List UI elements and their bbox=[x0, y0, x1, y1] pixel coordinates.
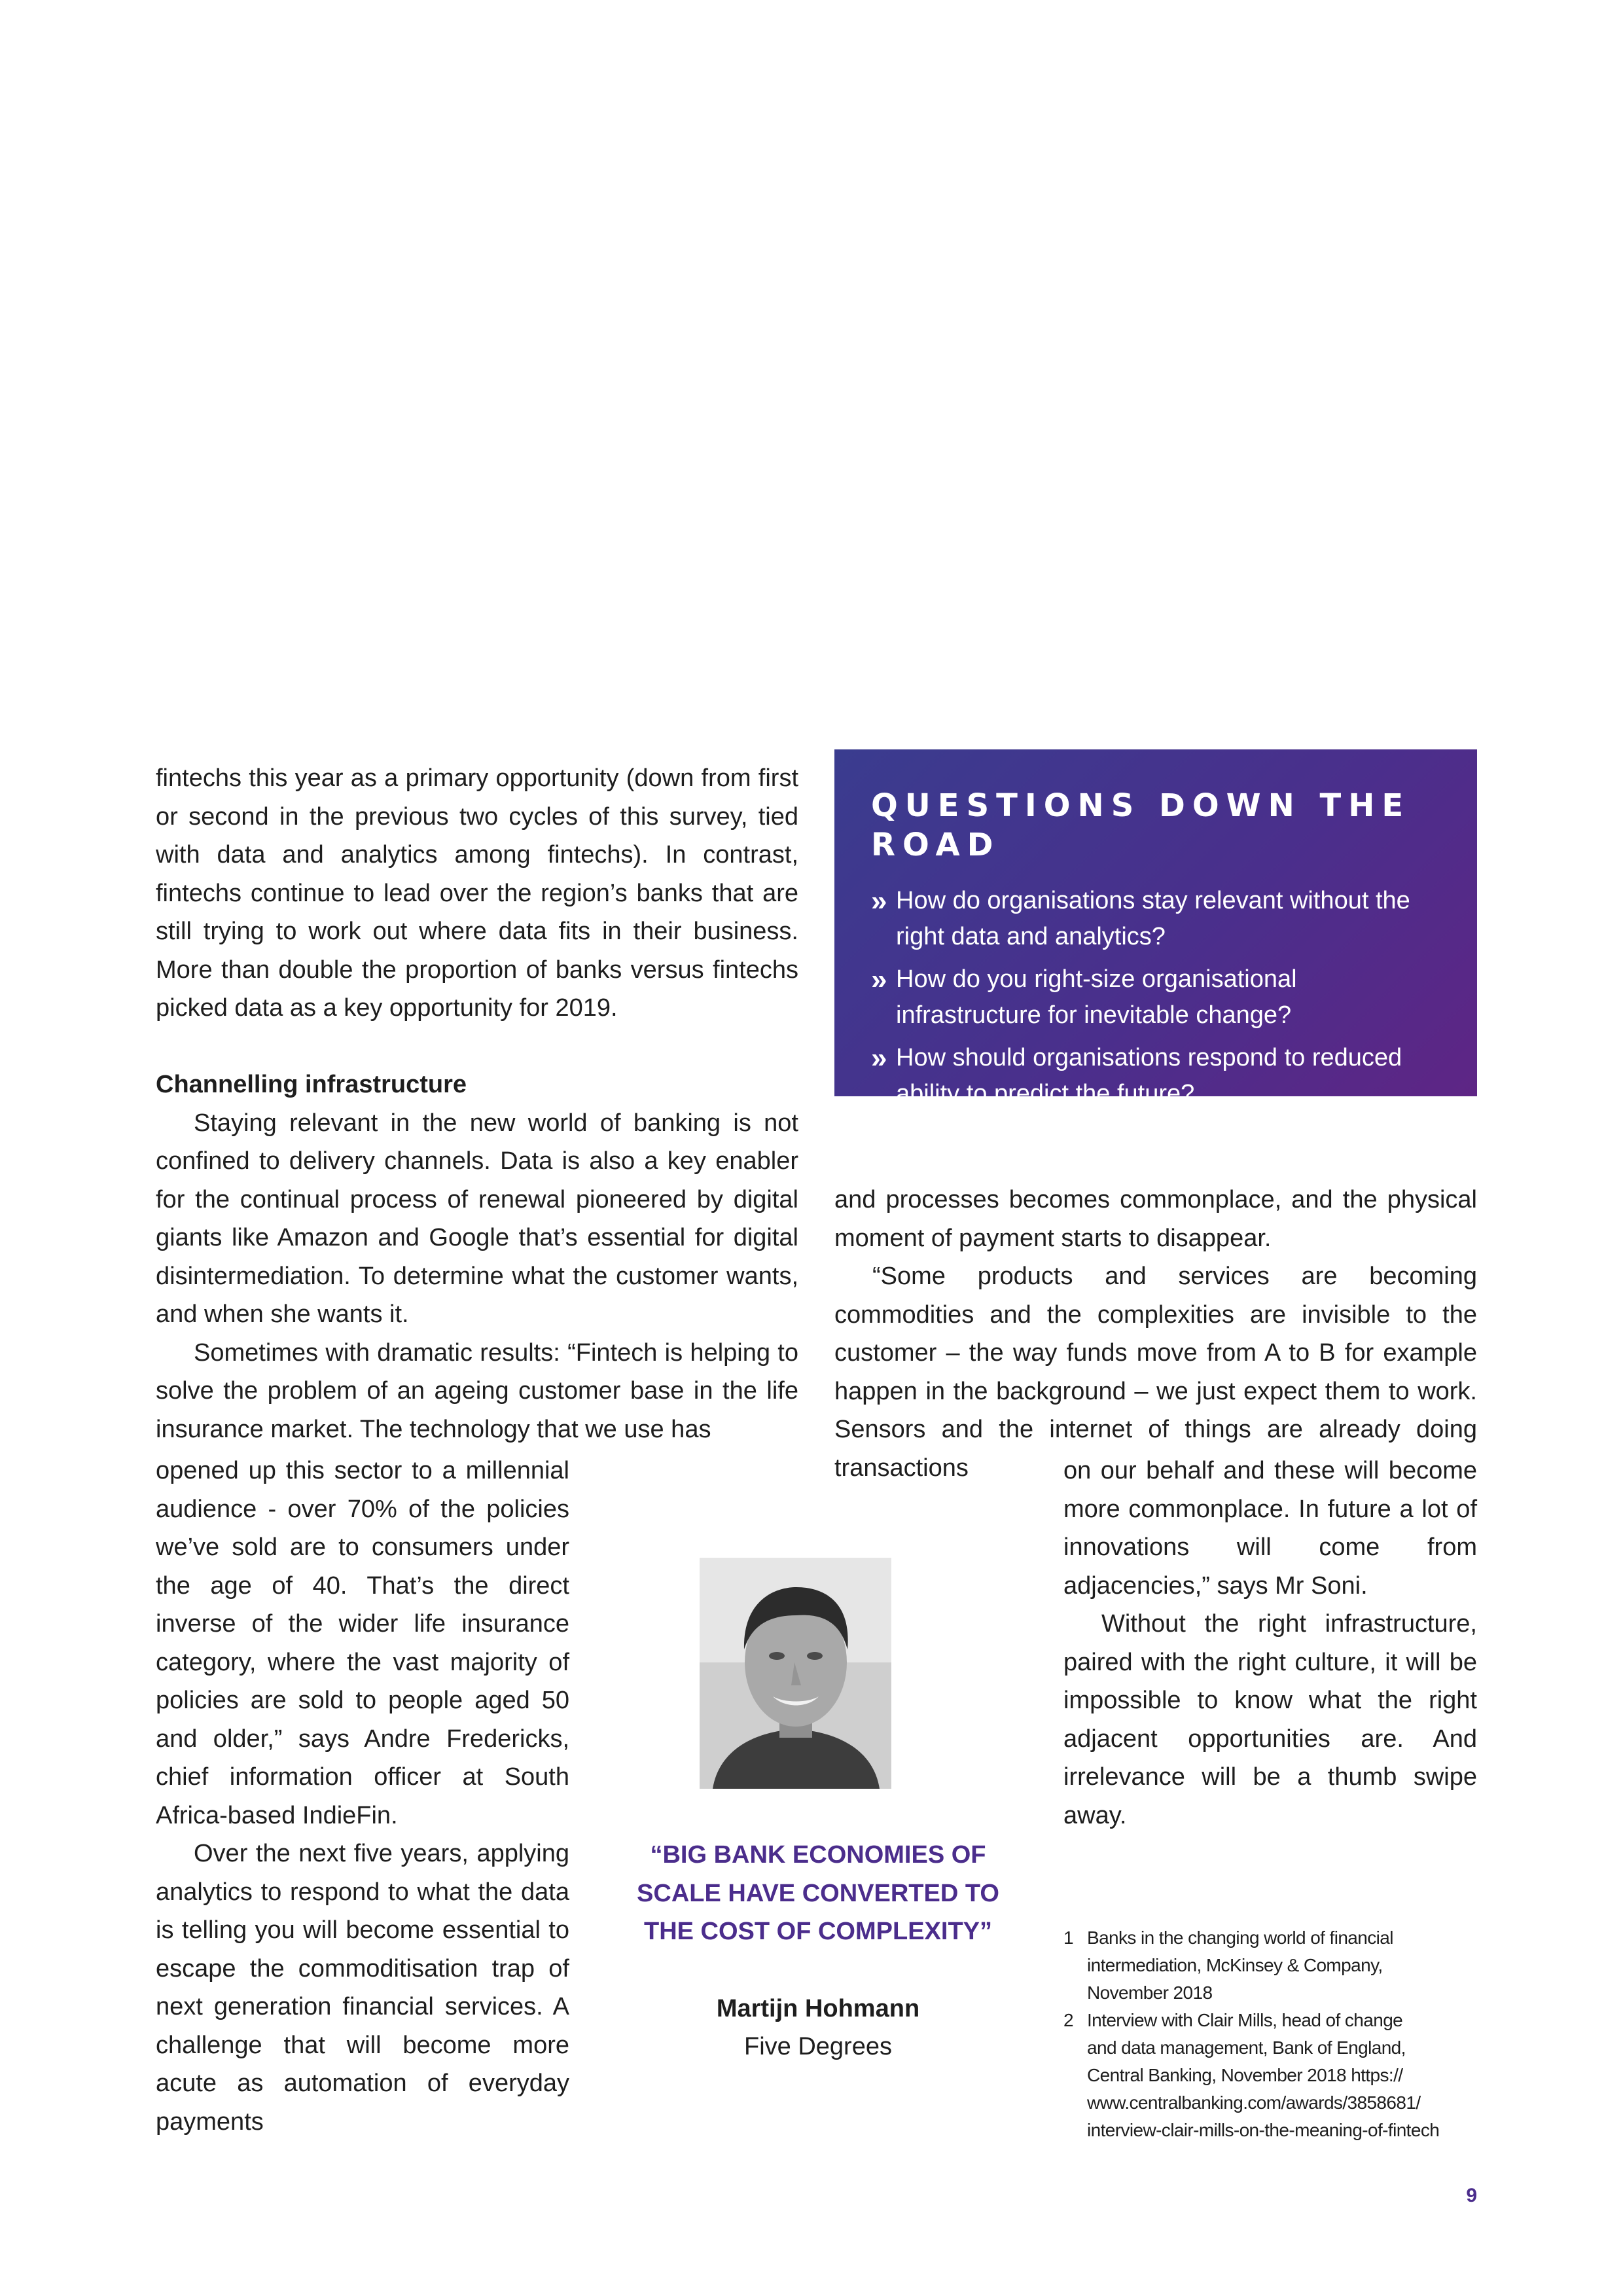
footnote-line: November 2018 bbox=[1087, 1982, 1213, 2003]
page-number: 9 bbox=[1466, 2185, 1477, 2206]
question-text: How do you right-size organisational infrastructure for inevitable change? bbox=[896, 965, 1297, 1029]
footnote-line: Interview with Clair Mills, head of change bbox=[1087, 2010, 1403, 2030]
footnote-line: interview-clair-mills-on-the-meaning-of-fintech bbox=[1087, 2120, 1440, 2140]
question-text: How should organisations respond to reduced ability to predict the future? bbox=[896, 1044, 1402, 1107]
question-item bbox=[871, 961, 1440, 1033]
questions-box-title: QUESTIONS DOWN THE ROAD bbox=[871, 787, 1411, 863]
portrait-photo bbox=[700, 1558, 891, 1789]
questions-list bbox=[871, 883, 1440, 1112]
footnote-number: 1 bbox=[1063, 1928, 1073, 1948]
body-paragraph: “Some products and services are becoming commodities and the complexities are invisible to the customer – the way funds move from A to B for example happen in the background – we just expect them to work. Sensors and the internet of things are already doing transactions bbox=[834, 1263, 1477, 1482]
chevron-bullet-icon: » bbox=[871, 885, 887, 917]
chevron-bullet-icon: » bbox=[871, 963, 887, 996]
footnote-line: Banks in the changing world of financial bbox=[1087, 1928, 1393, 1948]
body-paragraph: on our behalf and these will become more commonplace. In future a lot of innovations will come from adjacencies,” says Mr Soni. bbox=[1063, 1457, 1477, 1600]
pull-quote-organisation: Five Degrees bbox=[744, 2033, 892, 2060]
question-item bbox=[871, 883, 1440, 955]
chevron-bullet-icon: » bbox=[871, 1042, 887, 1074]
footnote bbox=[1063, 1924, 1482, 2007]
footnote-line: and data management, Bank of England, bbox=[1087, 2037, 1406, 2058]
question-text: How do organisations stay relevant without the right data and analytics? bbox=[896, 887, 1410, 950]
questions-box bbox=[834, 749, 1477, 1107]
body-paragraph: Over the next five years, applying analytics to respond to what the data is telling you will become essential to escape the commoditisation trap of next generation financial services. A challenge that will become more acute as automation of everyday payments bbox=[156, 1840, 569, 2136]
body-paragraph: and processes becomes commonplace, and the physical moment of payment starts to disappear. bbox=[834, 1186, 1477, 1252]
pull-quote-line: “BIG BANK ECONOMIES OF bbox=[650, 1841, 986, 1869]
left-column-bottom bbox=[156, 1452, 569, 2141]
footnote-number: 2 bbox=[1063, 2010, 1073, 2030]
right-column-top bbox=[834, 1181, 1477, 1487]
footnote-line: www.centralbanking.com/awards/3858681/ bbox=[1087, 2092, 1421, 2113]
body-paragraph: Staying relevant in the new world of banking is not confined to delivery channels. Data is also a key enabler for the continual process of renewal pioneered by digital giants like Amazon and Google that’s essential for digital disintermediation. To determine what the customer wants, and when she wants it. bbox=[156, 1109, 798, 1328]
body-paragraph: Without the right infrastructure, paired with the right culture, it will be impossible to know what the right adjacent opportunities are. And irrelevance will be a thumb swipe away. bbox=[1063, 1610, 1477, 1829]
portrait-illustration bbox=[700, 1558, 891, 1789]
pull-quote bbox=[615, 1836, 1021, 1951]
body-paragraph: opened up this sector to a millennial audience - over 70% of the policies we’ve sold are to consumers under the age of 40. That’s the direct inverse of the wider life insurance category, where the vast majority of policies are sold to people aged 50 and older,” says Andre Fredericks, chief information officer at South Africa-based IndieFin. bbox=[156, 1457, 569, 1829]
footnotes bbox=[1063, 1924, 1482, 2144]
right-column-bottom bbox=[1063, 1452, 1477, 1835]
pull-quote-line: SCALE HAVE CONVERTED TO bbox=[637, 1879, 999, 1907]
question-item bbox=[871, 1040, 1440, 1112]
left-column-top bbox=[156, 759, 798, 1448]
body-paragraph: Sometimes with dramatic results: “Fintech is helping to solve the problem of an ageing customer base in the life insurance market. The technology that we use has bbox=[156, 1338, 798, 1443]
footnote-line: intermediation, McKinsey & Company, bbox=[1087, 1955, 1383, 1975]
pull-quote-line: THE COST OF COMPLEXITY” bbox=[643, 1918, 993, 1945]
footnote-line: Central Banking, November 2018 https:// bbox=[1087, 2065, 1403, 2085]
footnote bbox=[1063, 2007, 1482, 2144]
body-paragraph: fintechs this year as a primary opportunity (down from first or second in the previous two cycles of this survey, tied with data and analytics among fintechs). In contrast, fintechs continue to lead over the region’s banks that are still trying to work out where data fits in their business. More than double the proportion of banks versus fintechs picked data as a key opportunity for 2019. bbox=[156, 764, 798, 1022]
pull-quote-author: Martijn Hohmann bbox=[716, 1995, 920, 2022]
section-heading: Channelling infrastructure bbox=[156, 1071, 467, 1098]
